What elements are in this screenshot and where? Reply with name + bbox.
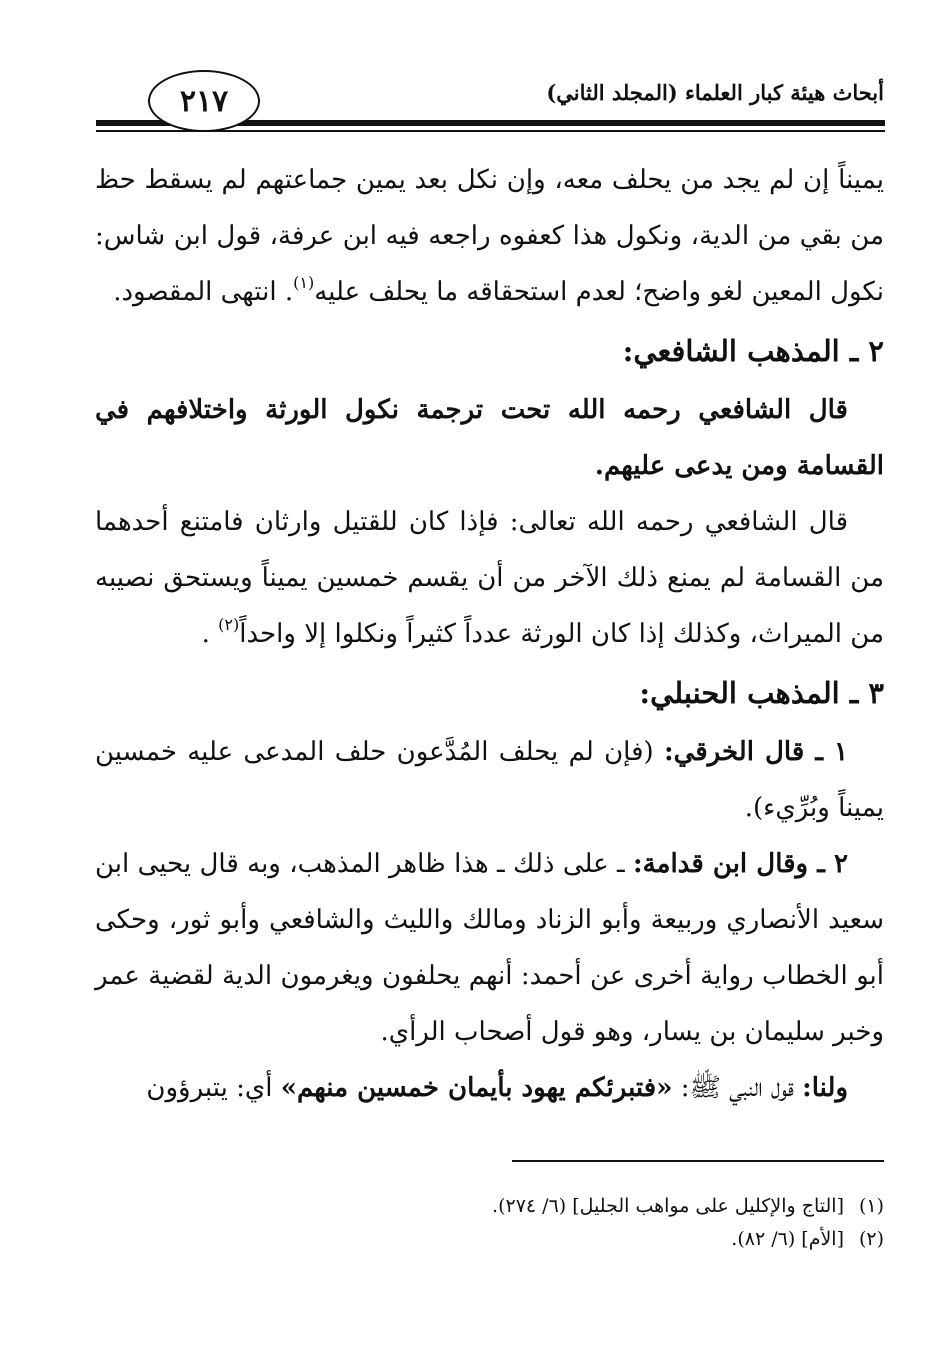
footnote-1 bbox=[300, 1190, 884, 1223]
footnote-ref-1: (١) bbox=[293, 273, 315, 292]
footnote-2-number: (٢) bbox=[858, 1228, 884, 1250]
footnote-1-number: (١) bbox=[858, 1195, 884, 1217]
paragraph-4-label: ١ ـ قال الخرقي: bbox=[663, 737, 849, 767]
paragraph-1 bbox=[95, 152, 884, 320]
paragraph-3-text: قال الشافعي رحمه الله تعالى: فإذا كان للقتيل وارثان فامتنع أحدهما من القسامة لم يمنع ذلك الآخر من أن يقسم خمسين يميناً ويستحق نصيبه من الميراث، وكذلك إذا كان الورثة عدداً كثيراً ونكلوا إلا واحداً bbox=[95, 507, 884, 649]
page-number-oval bbox=[148, 70, 260, 132]
paragraph-5-text: ـ على ذلك ـ هذا ظاهر المذهب، وبه قال يحيى ابن سعيد الأنصاري وربيعة وأبو الزناد ومالك والليث والشافعي وأبو ثور، وحكى أبو الخطاب رواية أخرى عن أحمد: أنهم يحلفون ويغرمون الدية لقضية عمر وخبر سليمان بن يسار، وهو قول أصحاب الرأي. bbox=[95, 849, 884, 1047]
footnote-2-text: [الأم] (٦/ ٨٢). bbox=[731, 1228, 844, 1250]
footnote-separator bbox=[512, 1160, 884, 1162]
body-text bbox=[95, 152, 884, 1116]
section-heading-shafii: ٢ ـ المذهب الشافعي: bbox=[622, 334, 884, 368]
paragraph-6 bbox=[95, 1060, 884, 1116]
paragraph-4-text: (فإن لم يحلف المُدَّعون حلف المدعى عليه خمسين يميناً وبُرِّيء). bbox=[95, 737, 884, 823]
paragraph-6-text-b: أي: يتبرؤون bbox=[146, 1073, 273, 1103]
paragraph-1-text: يميناً إن لم يجد من يحلف معه، وإن نكل بعد يمين جماعتهم لم يسقط حظ من بقي من الدية، ونكول هذا كعفوه راجعه فيه ابن عرفة، قول ابن شاس: نكول المعين لغو واضح؛ لعدم استحقاقه ما يحلف عليه bbox=[95, 165, 884, 307]
footnote-1-text: [التاج والإكليل على مواهب الجليل] (٦/ ٢٧٤). bbox=[492, 1195, 844, 1217]
page-number: ٢١٧ bbox=[179, 83, 229, 119]
hadith-quote: «فتبرئكم يهود بأيمان خمسين منهم» bbox=[280, 1073, 673, 1103]
paragraph-3-end: . bbox=[201, 619, 210, 649]
section-heading-hanbali: ٣ ـ المذهب الحنبلي: bbox=[639, 676, 884, 710]
paragraph-1-end: . انتهى المقصود. bbox=[113, 277, 294, 307]
running-header-title: أبحاث هيئة كبار العلماء (المجلد الثاني) bbox=[546, 80, 884, 105]
paragraph-2: قال الشافعي رحمه الله تحت ترجمة نكول الورثة واختلافهم في القسامة ومن يدعى عليهم. bbox=[95, 395, 884, 481]
footnotes bbox=[300, 1190, 884, 1256]
paragraph-5-label: ٢ ـ وقال ابن قدامة: bbox=[632, 849, 849, 879]
footnote-2 bbox=[300, 1223, 884, 1256]
paragraph-5 bbox=[95, 836, 884, 1060]
footnote-ref-2: (٢) bbox=[218, 615, 240, 634]
paragraph-3 bbox=[95, 494, 884, 662]
paragraph-4 bbox=[95, 724, 884, 836]
paragraph-6-text-a: قول النبي ﷺ: bbox=[680, 1073, 794, 1103]
paragraph-6-label: ولنا: bbox=[802, 1073, 848, 1103]
